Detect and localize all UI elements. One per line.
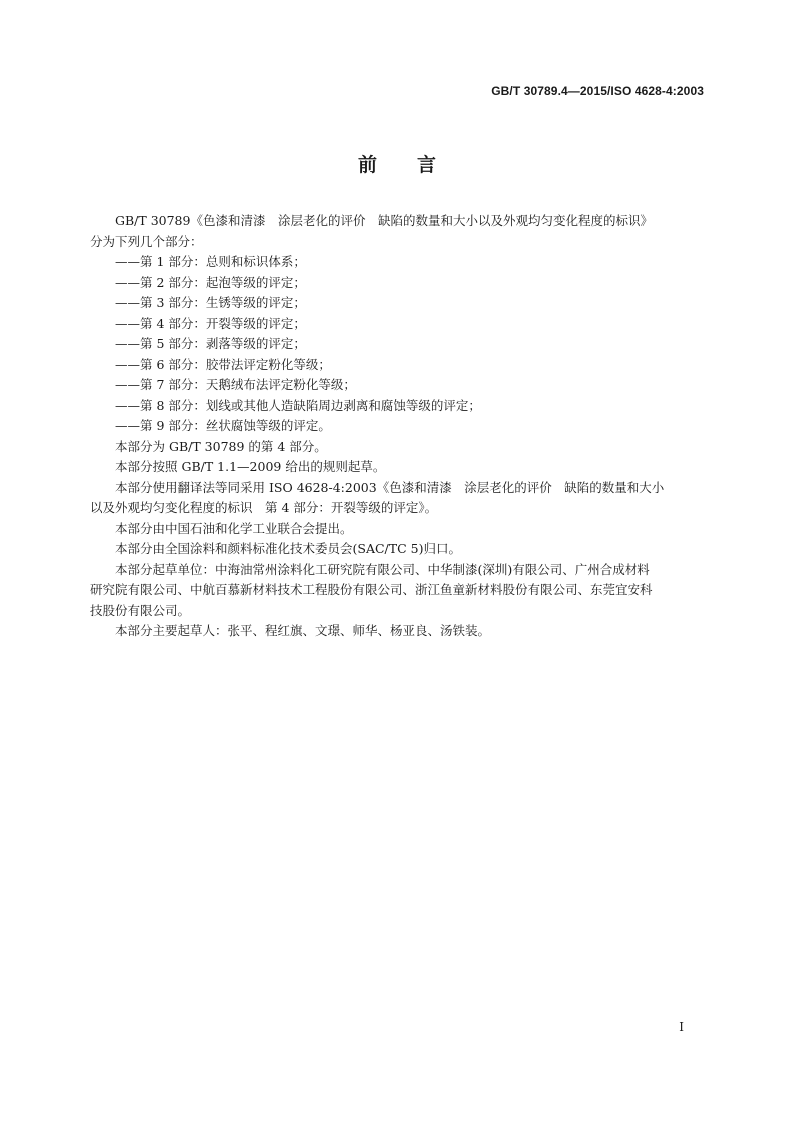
foreword-body: [90, 211, 704, 642]
part-list-item: ——第 8 部分：划线或其他人造缺陷周边剥离和腐蚀等级的评定；: [115, 397, 481, 413]
this-part-paragraph: 本部分为 GB/T 30789 的第 4 部分。: [115, 438, 327, 454]
drafters-paragraph: 本部分主要起草人：张平、程红旗、文璟、师华、杨亚良、汤铁装。: [115, 623, 491, 638]
part-list-item: ——第 5 部分：剥落等级的评定；: [115, 336, 306, 351]
centralized-by-paragraph: 本部分由全国涂料和颜料标准化技术委员会(SAC/TC 5)归口。: [115, 541, 461, 556]
proposed-by-paragraph: 本部分由中国石油和化学工业联合会提出。: [115, 520, 353, 536]
part-list-item: ——第 6 部分：胶带法评定粉化等级；: [115, 356, 331, 372]
title-char-2: 言: [417, 154, 437, 176]
part-list-item: ——第 1 部分：总则和标识体系；: [115, 254, 306, 269]
intro-paragraph-line-1: GB/T 30789《色漆和清漆 涂层老化的评价 缺陷的数量和大小以及外观均匀变化程度的标识》: [115, 213, 653, 228]
intro-paragraph-line-2: 分为下列几个部分：: [90, 233, 203, 249]
part-list-item: ——第 4 部分：开裂等级的评定；: [115, 315, 306, 331]
drafting-units-paragraph-line-1: 本部分起草单位：中海油常州涂料化工研究院有限公司、中华制漆(深圳)有限公司、广州合成材料: [115, 561, 650, 577]
document-code: GB/T 30789.4—2015/ISO 4628-4:2003: [491, 84, 704, 98]
drafting-units-paragraph-line-3: 技股份有限公司。: [90, 602, 191, 618]
part-list-item: ——第 7 部分：天鹅绒布法评定粉化等级；: [115, 377, 356, 392]
part-list-item: ——第 9 部分：丝状腐蚀等级的评定。: [115, 418, 331, 433]
drafting-units-paragraph-line-2: 研究院有限公司、中航百慕新材料技术工程股份有限公司、浙江鱼童新材料股份有限公司、东莞宜安科: [90, 582, 653, 597]
translation-paragraph-line-1: 本部分使用翻译法等同采用 ISO 4628-4:2003《色漆和清漆 涂层老化的评价 缺陷的数量和大小: [115, 479, 665, 495]
part-list-item: ——第 3 部分：生锈等级的评定；: [115, 295, 306, 310]
part-list-item: ——第 2 部分：起泡等级的评定；: [115, 274, 306, 290]
title-char-1: 前: [357, 154, 377, 176]
page-number: I: [679, 1020, 684, 1034]
drafting-rules-paragraph: 本部分按照 GB/T 1.1—2009 给出的规则起草。: [115, 459, 386, 474]
translation-paragraph-line-2: 以及外观均匀变化程度的标识 第 4 部分：开裂等级的评定》。: [90, 500, 438, 515]
page-title: [0, 150, 794, 177]
